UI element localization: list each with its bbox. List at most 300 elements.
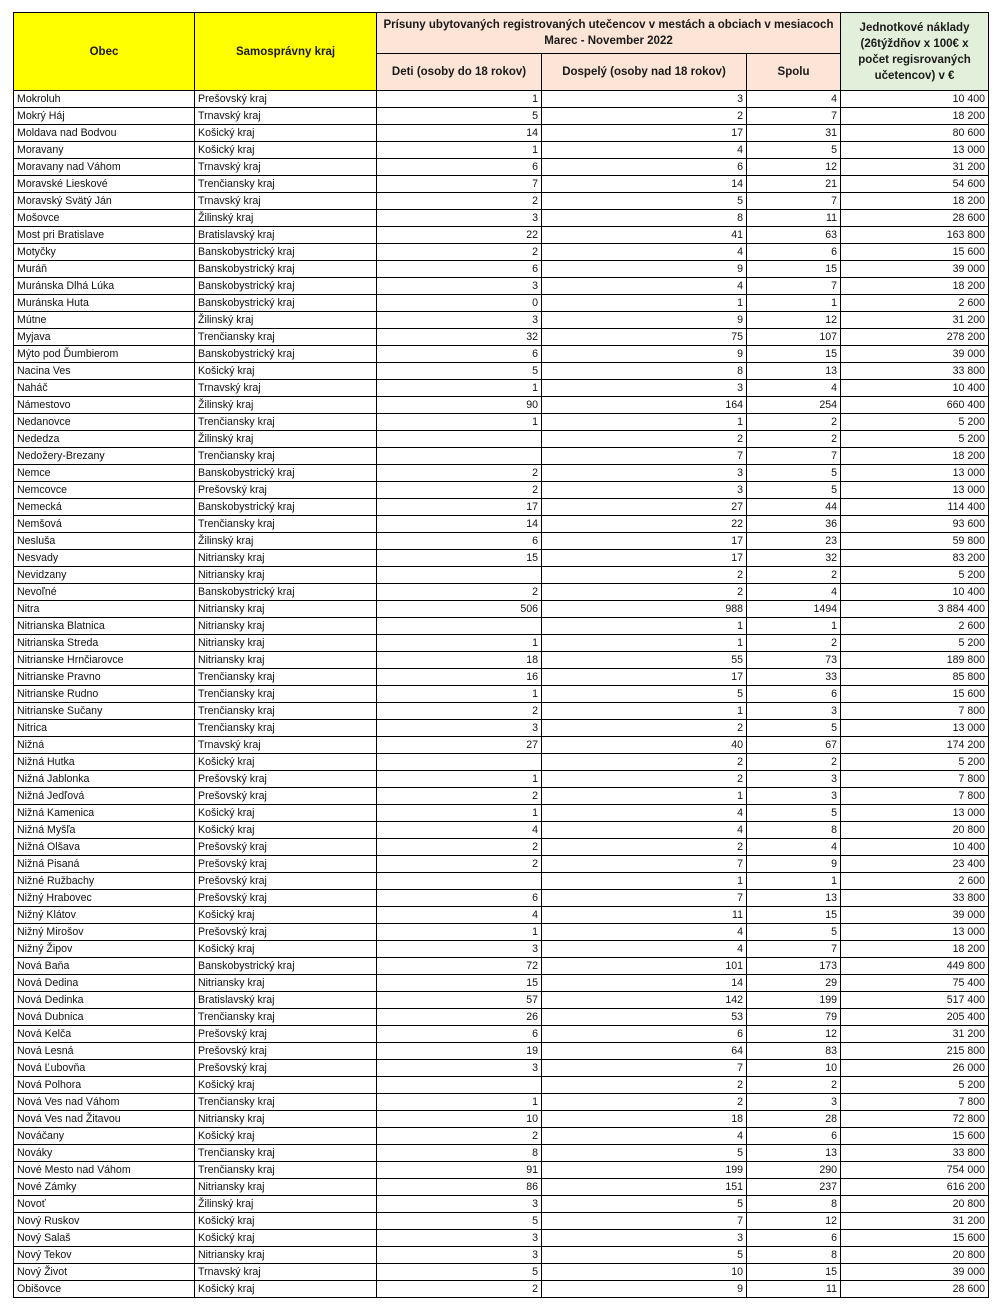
table-row bbox=[14, 1026, 989, 1043]
cell-obec: Nededza bbox=[14, 431, 195, 448]
cell-naklady: 18 200 bbox=[841, 941, 989, 958]
cell-naklady: 75 400 bbox=[841, 975, 989, 992]
cell-dospely: 988 bbox=[542, 601, 747, 618]
table-row bbox=[14, 601, 989, 618]
cell-spolu: 5 bbox=[747, 142, 841, 159]
cell-deti bbox=[377, 754, 542, 771]
cell-kraj: Trenčiansky kraj bbox=[195, 414, 377, 431]
cell-deti: 2 bbox=[377, 839, 542, 856]
cell-naklady: 754 000 bbox=[841, 1162, 989, 1179]
cell-deti: 57 bbox=[377, 992, 542, 1009]
cell-spolu: 31 bbox=[747, 125, 841, 142]
table-row bbox=[14, 890, 989, 907]
cell-obec: Nový Salaš bbox=[14, 1230, 195, 1247]
table-row bbox=[14, 533, 989, 550]
cell-obec: Nižné Ružbachy bbox=[14, 873, 195, 890]
cell-kraj: Košický kraj bbox=[195, 125, 377, 142]
cell-spolu: 10 bbox=[747, 1060, 841, 1077]
cell-dospely: 27 bbox=[542, 499, 747, 516]
cell-obec: Nižná Olšava bbox=[14, 839, 195, 856]
cell-obec: Nevoľné bbox=[14, 584, 195, 601]
cell-deti: 4 bbox=[377, 822, 542, 839]
cell-dospely: 2 bbox=[542, 1077, 747, 1094]
cell-deti: 3 bbox=[377, 720, 542, 737]
table-row bbox=[14, 176, 989, 193]
cell-obec: Moravany nad Váhom bbox=[14, 159, 195, 176]
cell-dospely: 9 bbox=[542, 346, 747, 363]
cell-naklady: 114 400 bbox=[841, 499, 989, 516]
cell-naklady: 13 000 bbox=[841, 482, 989, 499]
cell-deti: 6 bbox=[377, 346, 542, 363]
cell-kraj: Trenčiansky kraj bbox=[195, 516, 377, 533]
table-row bbox=[14, 278, 989, 295]
header-prisuny: Prísuny ubytovaných registrovaných utečencov v mestách a obciach v mesiacoch Marec - November 2022 bbox=[377, 13, 841, 54]
cell-deti bbox=[377, 1077, 542, 1094]
cell-obec: Nová Ves nad Váhom bbox=[14, 1094, 195, 1111]
table-row bbox=[14, 1264, 989, 1281]
cell-obec: Mokroluh bbox=[14, 91, 195, 108]
cell-deti: 19 bbox=[377, 1043, 542, 1060]
table-row bbox=[14, 482, 989, 499]
cell-obec: Novoť bbox=[14, 1196, 195, 1213]
cell-spolu: 6 bbox=[747, 1230, 841, 1247]
header-obec: Obec bbox=[14, 13, 195, 91]
cell-deti: 6 bbox=[377, 533, 542, 550]
cell-deti: 1 bbox=[377, 380, 542, 397]
table-row bbox=[14, 1060, 989, 1077]
cell-spolu: 8 bbox=[747, 1196, 841, 1213]
cell-deti: 90 bbox=[377, 397, 542, 414]
cell-naklady: 93 600 bbox=[841, 516, 989, 533]
cell-spolu: 7 bbox=[747, 108, 841, 125]
cell-dospely: 5 bbox=[542, 1145, 747, 1162]
cell-kraj: Banskobystrický kraj bbox=[195, 261, 377, 278]
cell-naklady: 39 000 bbox=[841, 261, 989, 278]
cell-naklady: 10 400 bbox=[841, 839, 989, 856]
cell-naklady: 189 800 bbox=[841, 652, 989, 669]
cell-spolu: 15 bbox=[747, 907, 841, 924]
table-row bbox=[14, 1213, 989, 1230]
cell-obec: Nemecká bbox=[14, 499, 195, 516]
cell-dospely: 5 bbox=[542, 686, 747, 703]
cell-dospely: 14 bbox=[542, 975, 747, 992]
cell-naklady: 39 000 bbox=[841, 1264, 989, 1281]
cell-obec: Moravské Lieskové bbox=[14, 176, 195, 193]
cell-kraj: Banskobystrický kraj bbox=[195, 958, 377, 975]
table-row bbox=[14, 737, 989, 754]
cell-kraj: Nitriansky kraj bbox=[195, 601, 377, 618]
cell-kraj: Košický kraj bbox=[195, 1213, 377, 1230]
cell-obec: Nová Lesná bbox=[14, 1043, 195, 1060]
cell-obec: Nižná Jablonka bbox=[14, 771, 195, 788]
cell-obec: Nemcovce bbox=[14, 482, 195, 499]
cell-naklady: 7 800 bbox=[841, 788, 989, 805]
cell-spolu: 33 bbox=[747, 669, 841, 686]
cell-deti: 1 bbox=[377, 805, 542, 822]
cell-spolu: 12 bbox=[747, 1213, 841, 1230]
cell-obec: Nižná Hutka bbox=[14, 754, 195, 771]
cell-naklady: 33 800 bbox=[841, 890, 989, 907]
cell-spolu: 11 bbox=[747, 210, 841, 227]
table-row bbox=[14, 805, 989, 822]
cell-dospely: 2 bbox=[542, 839, 747, 856]
cell-dospely: 17 bbox=[542, 669, 747, 686]
cell-obec: Mošovce bbox=[14, 210, 195, 227]
cell-dospely: 8 bbox=[542, 363, 747, 380]
cell-obec: Nový Tekov bbox=[14, 1247, 195, 1264]
cell-spolu: 1 bbox=[747, 295, 841, 312]
cell-kraj: Prešovský kraj bbox=[195, 788, 377, 805]
cell-obec: Nižný Žipov bbox=[14, 941, 195, 958]
cell-deti: 26 bbox=[377, 1009, 542, 1026]
cell-dospely: 6 bbox=[542, 159, 747, 176]
cell-kraj: Košický kraj bbox=[195, 754, 377, 771]
table-row bbox=[14, 788, 989, 805]
cell-dospely: 2 bbox=[542, 108, 747, 125]
cell-obec: Nitrianske Rudno bbox=[14, 686, 195, 703]
cell-spolu: 8 bbox=[747, 822, 841, 839]
header-jednotkove-naklady: Jednotkové náklady (26týždňov x 100€ x počet regisrovaných učetencov) v € bbox=[841, 13, 989, 91]
header-dospely: Dospelý (osoby nad 18 rokov) bbox=[542, 54, 747, 91]
cell-kraj: Košický kraj bbox=[195, 142, 377, 159]
cell-dospely: 1 bbox=[542, 295, 747, 312]
cell-spolu: 7 bbox=[747, 448, 841, 465]
cell-dospely: 4 bbox=[542, 142, 747, 159]
cell-spolu: 237 bbox=[747, 1179, 841, 1196]
table-row bbox=[14, 516, 989, 533]
table-row bbox=[14, 1094, 989, 1111]
table-row bbox=[14, 924, 989, 941]
table-row bbox=[14, 431, 989, 448]
cell-dospely: 101 bbox=[542, 958, 747, 975]
cell-deti: 3 bbox=[377, 941, 542, 958]
cell-naklady: 31 200 bbox=[841, 1213, 989, 1230]
table-row bbox=[14, 1111, 989, 1128]
cell-kraj: Banskobystrický kraj bbox=[195, 278, 377, 295]
cell-obec: Myjava bbox=[14, 329, 195, 346]
cell-deti: 15 bbox=[377, 550, 542, 567]
table-row bbox=[14, 210, 989, 227]
cell-spolu: 32 bbox=[747, 550, 841, 567]
cell-obec: Nižná Pisaná bbox=[14, 856, 195, 873]
table-row bbox=[14, 1145, 989, 1162]
cell-obec: Nová Polhora bbox=[14, 1077, 195, 1094]
cell-spolu: 1 bbox=[747, 873, 841, 890]
cell-kraj: Trenčiansky kraj bbox=[195, 1145, 377, 1162]
cell-deti: 2 bbox=[377, 788, 542, 805]
cell-spolu: 1494 bbox=[747, 601, 841, 618]
refugee-table-container bbox=[13, 12, 989, 1298]
table-row bbox=[14, 686, 989, 703]
cell-spolu: 15 bbox=[747, 1264, 841, 1281]
cell-spolu: 9 bbox=[747, 856, 841, 873]
cell-spolu: 6 bbox=[747, 1128, 841, 1145]
cell-deti: 5 bbox=[377, 1264, 542, 1281]
cell-dospely: 75 bbox=[542, 329, 747, 346]
cell-kraj: Prešovský kraj bbox=[195, 1043, 377, 1060]
cell-deti: 6 bbox=[377, 159, 542, 176]
cell-naklady: 5 200 bbox=[841, 431, 989, 448]
cell-naklady: 5 200 bbox=[841, 1077, 989, 1094]
cell-obec: Nová Baňa bbox=[14, 958, 195, 975]
cell-kraj: Nitriansky kraj bbox=[195, 652, 377, 669]
cell-dospely: 7 bbox=[542, 890, 747, 907]
cell-kraj: Banskobystrický kraj bbox=[195, 295, 377, 312]
cell-naklady: 28 600 bbox=[841, 1281, 989, 1298]
cell-spolu: 2 bbox=[747, 567, 841, 584]
cell-obec: Moravany bbox=[14, 142, 195, 159]
cell-obec: Nižná Myšľa bbox=[14, 822, 195, 839]
cell-dospely: 2 bbox=[542, 1094, 747, 1111]
table-row bbox=[14, 584, 989, 601]
cell-deti: 1 bbox=[377, 686, 542, 703]
cell-naklady: 13 000 bbox=[841, 805, 989, 822]
cell-dospely: 17 bbox=[542, 533, 747, 550]
cell-deti: 3 bbox=[377, 312, 542, 329]
cell-naklady: 449 800 bbox=[841, 958, 989, 975]
cell-spolu: 107 bbox=[747, 329, 841, 346]
cell-obec: Nitrianska Streda bbox=[14, 635, 195, 652]
cell-obec: Nitrica bbox=[14, 720, 195, 737]
cell-naklady: 205 400 bbox=[841, 1009, 989, 1026]
cell-kraj: Nitriansky kraj bbox=[195, 1111, 377, 1128]
cell-naklady: 39 000 bbox=[841, 907, 989, 924]
cell-kraj: Žilinský kraj bbox=[195, 533, 377, 550]
cell-kraj: Trenčiansky kraj bbox=[195, 1162, 377, 1179]
cell-naklady: 23 400 bbox=[841, 856, 989, 873]
cell-obec: Nováky bbox=[14, 1145, 195, 1162]
cell-obec: Nová Kelča bbox=[14, 1026, 195, 1043]
cell-naklady: 10 400 bbox=[841, 91, 989, 108]
cell-obec: Nitra bbox=[14, 601, 195, 618]
table-row bbox=[14, 193, 989, 210]
cell-spolu: 13 bbox=[747, 363, 841, 380]
cell-obec: Nemce bbox=[14, 465, 195, 482]
cell-obec: Muránska Dlhá Lúka bbox=[14, 278, 195, 295]
cell-dospely: 4 bbox=[542, 924, 747, 941]
cell-deti: 6 bbox=[377, 890, 542, 907]
table-row bbox=[14, 975, 989, 992]
table-row bbox=[14, 1128, 989, 1145]
cell-spolu: 2 bbox=[747, 754, 841, 771]
table-row bbox=[14, 941, 989, 958]
cell-dospely: 64 bbox=[542, 1043, 747, 1060]
cell-spolu: 5 bbox=[747, 465, 841, 482]
cell-obec: Naháč bbox=[14, 380, 195, 397]
table-row bbox=[14, 992, 989, 1009]
cell-naklady: 18 200 bbox=[841, 448, 989, 465]
cell-deti: 1 bbox=[377, 771, 542, 788]
cell-obec: Most pri Bratislave bbox=[14, 227, 195, 244]
cell-deti: 6 bbox=[377, 1026, 542, 1043]
cell-dospely: 2 bbox=[542, 720, 747, 737]
cell-naklady: 59 800 bbox=[841, 533, 989, 550]
cell-spolu: 63 bbox=[747, 227, 841, 244]
cell-naklady: 517 400 bbox=[841, 992, 989, 1009]
cell-spolu: 5 bbox=[747, 805, 841, 822]
cell-spolu: 199 bbox=[747, 992, 841, 1009]
cell-naklady: 13 000 bbox=[841, 924, 989, 941]
cell-kraj: Žilinský kraj bbox=[195, 312, 377, 329]
cell-deti: 1 bbox=[377, 635, 542, 652]
cell-deti: 8 bbox=[377, 1145, 542, 1162]
cell-dospely: 3 bbox=[542, 380, 747, 397]
cell-kraj: Košický kraj bbox=[195, 822, 377, 839]
cell-spolu: 12 bbox=[747, 159, 841, 176]
cell-kraj: Prešovský kraj bbox=[195, 839, 377, 856]
cell-dospely: 4 bbox=[542, 278, 747, 295]
cell-kraj: Prešovský kraj bbox=[195, 1026, 377, 1043]
cell-kraj: Trnavský kraj bbox=[195, 737, 377, 754]
table-row bbox=[14, 295, 989, 312]
table-row bbox=[14, 1043, 989, 1060]
cell-kraj: Trenčiansky kraj bbox=[195, 703, 377, 720]
cell-kraj: Košický kraj bbox=[195, 363, 377, 380]
cell-obec: Nový Ruskov bbox=[14, 1213, 195, 1230]
cell-kraj: Prešovský kraj bbox=[195, 771, 377, 788]
cell-obec: Nová Dedinka bbox=[14, 992, 195, 1009]
cell-kraj: Košický kraj bbox=[195, 907, 377, 924]
table-row bbox=[14, 822, 989, 839]
cell-dospely: 40 bbox=[542, 737, 747, 754]
cell-naklady: 278 200 bbox=[841, 329, 989, 346]
cell-dospely: 199 bbox=[542, 1162, 747, 1179]
cell-naklady: 72 800 bbox=[841, 1111, 989, 1128]
cell-obec: Moravský Svätý Ján bbox=[14, 193, 195, 210]
cell-naklady: 7 800 bbox=[841, 703, 989, 720]
cell-deti: 1 bbox=[377, 1094, 542, 1111]
cell-spolu: 5 bbox=[747, 482, 841, 499]
cell-kraj: Košický kraj bbox=[195, 1128, 377, 1145]
cell-kraj: Banskobystrický kraj bbox=[195, 244, 377, 261]
cell-kraj: Nitriansky kraj bbox=[195, 567, 377, 584]
table-row bbox=[14, 125, 989, 142]
table-row bbox=[14, 261, 989, 278]
cell-kraj: Banskobystrický kraj bbox=[195, 465, 377, 482]
cell-dospely: 1 bbox=[542, 618, 747, 635]
cell-obec: Mýto pod Ďumbierom bbox=[14, 346, 195, 363]
cell-dospely: 3 bbox=[542, 482, 747, 499]
cell-kraj: Košický kraj bbox=[195, 805, 377, 822]
table-row bbox=[14, 91, 989, 108]
cell-spolu: 12 bbox=[747, 312, 841, 329]
cell-naklady: 13 000 bbox=[841, 142, 989, 159]
cell-dospely: 1 bbox=[542, 788, 747, 805]
cell-dospely: 7 bbox=[542, 856, 747, 873]
cell-dospely: 9 bbox=[542, 261, 747, 278]
cell-dospely: 142 bbox=[542, 992, 747, 1009]
cell-dospely: 22 bbox=[542, 516, 747, 533]
cell-naklady: 215 800 bbox=[841, 1043, 989, 1060]
cell-deti bbox=[377, 873, 542, 890]
cell-spolu: 6 bbox=[747, 686, 841, 703]
cell-obec: Nedanovce bbox=[14, 414, 195, 431]
cell-deti bbox=[377, 448, 542, 465]
cell-obec: Nová Dedina bbox=[14, 975, 195, 992]
cell-dospely: 53 bbox=[542, 1009, 747, 1026]
cell-naklady: 20 800 bbox=[841, 1196, 989, 1213]
cell-dospely: 1 bbox=[542, 703, 747, 720]
cell-spolu: 8 bbox=[747, 1247, 841, 1264]
cell-deti: 10 bbox=[377, 1111, 542, 1128]
cell-kraj: Trenčiansky kraj bbox=[195, 720, 377, 737]
cell-dospely: 151 bbox=[542, 1179, 747, 1196]
table-row bbox=[14, 142, 989, 159]
table-row bbox=[14, 414, 989, 431]
cell-spolu: 3 bbox=[747, 788, 841, 805]
cell-deti: 1 bbox=[377, 91, 542, 108]
table-row bbox=[14, 771, 989, 788]
cell-deti: 1 bbox=[377, 142, 542, 159]
cell-obec: Muránska Huta bbox=[14, 295, 195, 312]
cell-kraj: Trenčiansky kraj bbox=[195, 176, 377, 193]
cell-deti: 1 bbox=[377, 414, 542, 431]
cell-spolu: 7 bbox=[747, 193, 841, 210]
cell-kraj: Trenčiansky kraj bbox=[195, 329, 377, 346]
cell-kraj: Žilinský kraj bbox=[195, 1196, 377, 1213]
cell-kraj: Žilinský kraj bbox=[195, 397, 377, 414]
cell-obec: Nová Ľubovňa bbox=[14, 1060, 195, 1077]
cell-obec: Muráň bbox=[14, 261, 195, 278]
cell-spolu: 4 bbox=[747, 839, 841, 856]
cell-obec: Nižná Kamenica bbox=[14, 805, 195, 822]
cell-naklady: 10 400 bbox=[841, 380, 989, 397]
table-row bbox=[14, 635, 989, 652]
cell-dospely: 4 bbox=[542, 244, 747, 261]
cell-naklady: 20 800 bbox=[841, 822, 989, 839]
cell-deti: 16 bbox=[377, 669, 542, 686]
cell-dospely: 7 bbox=[542, 1213, 747, 1230]
cell-dospely: 7 bbox=[542, 1060, 747, 1077]
cell-obec: Mokrý Háj bbox=[14, 108, 195, 125]
cell-spolu: 28 bbox=[747, 1111, 841, 1128]
cell-dospely: 5 bbox=[542, 1196, 747, 1213]
cell-obec: Nižný Hrabovec bbox=[14, 890, 195, 907]
cell-obec: Nitrianske Pravno bbox=[14, 669, 195, 686]
cell-dospely: 8 bbox=[542, 210, 747, 227]
cell-spolu: 21 bbox=[747, 176, 841, 193]
table-row bbox=[14, 329, 989, 346]
cell-dospely: 10 bbox=[542, 1264, 747, 1281]
cell-spolu: 29 bbox=[747, 975, 841, 992]
cell-deti: 1 bbox=[377, 924, 542, 941]
cell-kraj: Trenčiansky kraj bbox=[195, 448, 377, 465]
cell-dospely: 1 bbox=[542, 635, 747, 652]
cell-deti: 22 bbox=[377, 227, 542, 244]
cell-kraj: Prešovský kraj bbox=[195, 1060, 377, 1077]
table-row bbox=[14, 567, 989, 584]
cell-naklady: 33 800 bbox=[841, 1145, 989, 1162]
cell-naklady: 28 600 bbox=[841, 210, 989, 227]
cell-kraj: Bratislavský kraj bbox=[195, 992, 377, 1009]
cell-deti: 3 bbox=[377, 1247, 542, 1264]
header-deti: Deti (osoby do 18 rokov) bbox=[377, 54, 542, 91]
cell-dospely: 2 bbox=[542, 754, 747, 771]
table-row bbox=[14, 465, 989, 482]
cell-naklady: 31 200 bbox=[841, 312, 989, 329]
cell-naklady: 5 200 bbox=[841, 567, 989, 584]
cell-naklady: 31 200 bbox=[841, 159, 989, 176]
cell-dospely: 4 bbox=[542, 941, 747, 958]
cell-dospely: 17 bbox=[542, 550, 747, 567]
cell-naklady: 20 800 bbox=[841, 1247, 989, 1264]
cell-kraj: Trnavský kraj bbox=[195, 193, 377, 210]
cell-kraj: Trenčiansky kraj bbox=[195, 1094, 377, 1111]
cell-deti: 2 bbox=[377, 1128, 542, 1145]
cell-deti: 91 bbox=[377, 1162, 542, 1179]
cell-obec: Mútne bbox=[14, 312, 195, 329]
cell-deti: 3 bbox=[377, 1230, 542, 1247]
